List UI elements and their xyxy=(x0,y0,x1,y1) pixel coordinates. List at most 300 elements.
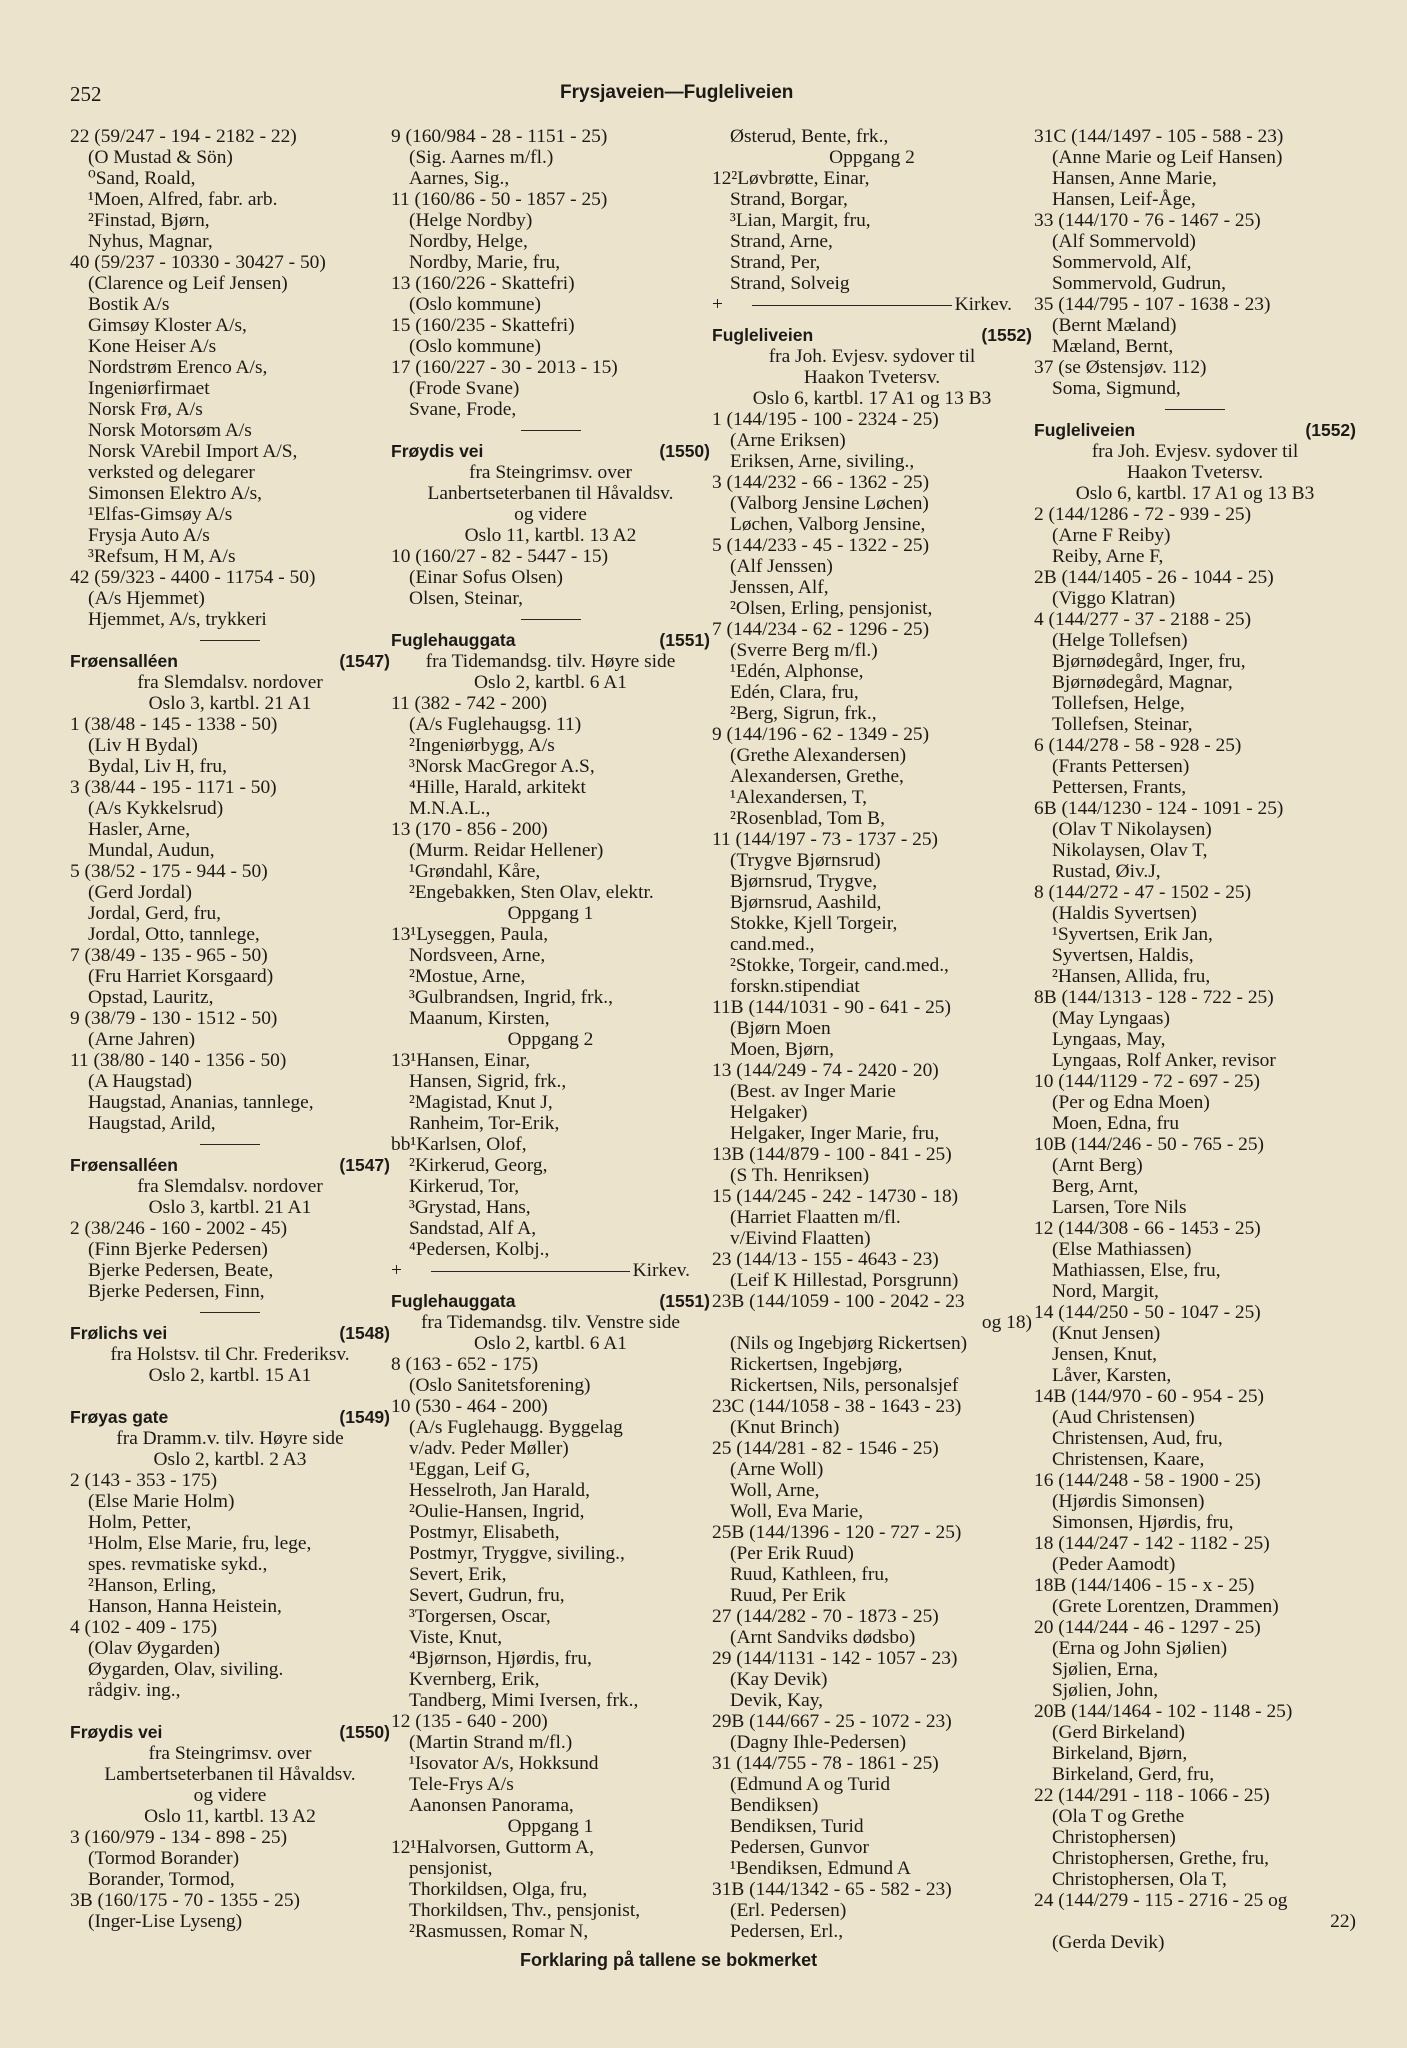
listing-line: Tollefsen, Helge, xyxy=(1052,693,1185,714)
listing-line: Sjølien, John, xyxy=(1052,1680,1159,1701)
divider xyxy=(431,1271,630,1272)
address-line: Oslo 6, kartbl. 17 A1 og 13 B3 xyxy=(752,388,992,409)
street-code: (1550) xyxy=(659,441,710,461)
listing-line: Haugstad, Ananias, tannlege, xyxy=(88,1092,314,1113)
address-line: 2 (144/1286 - 72 - 939 - 25) xyxy=(1034,504,1252,525)
listing-line: (Nils og Ingebjørg Rickertsen) xyxy=(730,1333,968,1354)
listing-line: Jordal, Gerd, fru, xyxy=(88,903,221,924)
listing-line: Woll, Arne, xyxy=(730,1480,820,1501)
listing-line: Birkeland, Bjørn, xyxy=(1052,1743,1188,1764)
address-line: 1 (144/195 - 100 - 2324 - 25) xyxy=(712,409,939,430)
address-line: 31C (144/1497 - 105 - 588 - 23) xyxy=(1034,126,1284,147)
address-line: 13¹Lyseggen, Paula, xyxy=(391,924,549,945)
address-line: Lanbertseterbanen til Håvaldsv. xyxy=(427,483,674,504)
street-heading xyxy=(70,1722,390,1743)
listing-line: Simonsen Elektro A/s, xyxy=(88,483,262,504)
street-code: (1547) xyxy=(339,1155,390,1175)
address-line: 12²Løvbrøtte, Einar, xyxy=(712,168,870,189)
address-line: Oslo 3, kartbl. 21 A1 xyxy=(148,1197,312,1218)
listing-line: Postmyr, Tryggve, siviling., xyxy=(409,1543,625,1564)
address-line: 7 (144/234 - 62 - 1296 - 25) xyxy=(712,619,930,640)
cross-street-label: Kirkev. xyxy=(954,294,1012,315)
listing-line: ⁴Pedersen, Kolbj., xyxy=(409,1239,550,1260)
street-heading xyxy=(70,1323,390,1344)
address-line: 3 (144/232 - 66 - 1362 - 25) xyxy=(712,472,930,493)
listing-line: Woll, Eva Marie, xyxy=(730,1501,864,1522)
listing-line: ¹Bendiksen, Edmund A xyxy=(730,1858,911,1879)
address-line: 8 (144/272 - 47 - 1502 - 25) xyxy=(1034,882,1252,903)
listing-line: Reiby, Arne F, xyxy=(1052,546,1164,567)
listing-line: Pedersen, Erl., xyxy=(730,1921,844,1942)
listing-line: (Arnt Sandviks dødsbo) xyxy=(730,1627,916,1648)
address-line: 23 (144/13 - 155 - 4643 - 23) xyxy=(712,1249,939,1270)
listing-line: pensjonist, xyxy=(409,1858,493,1879)
address-line: 31B (144/1342 - 65 - 582 - 23) xyxy=(712,1879,952,1900)
spacer xyxy=(70,1386,390,1407)
listing-line: Severt, Gudrun, fru, xyxy=(409,1585,565,1606)
column-3 xyxy=(712,126,1032,1942)
listing-line: (Ola T og Grethe xyxy=(1052,1806,1185,1827)
listing-line: Nordby, Helge, xyxy=(409,231,528,252)
listing-line: ¹Syvertsen, Erik Jan, xyxy=(1052,924,1213,945)
listing-line: Bydal, Liv H, fru, xyxy=(88,756,227,777)
listing-line: (Alf Sommervold) xyxy=(1052,231,1196,252)
street-name: Fuglehauggata xyxy=(391,1291,516,1311)
address-line: fra Slemdalsv. nordover xyxy=(137,1176,323,1197)
address-line: 4 (102 - 409 - 175) xyxy=(70,1617,218,1638)
listing-line: (Arne F Reiby) xyxy=(1052,525,1171,546)
listing-line: (Knut Jensen) xyxy=(1052,1323,1161,1344)
section-divider xyxy=(391,420,710,441)
street-name: Fugleliveien xyxy=(1034,420,1136,440)
street-code: (1550) xyxy=(339,1722,390,1742)
listing-line: (Best. av Inger Marie xyxy=(730,1081,896,1102)
listing-line: Aanonsen Panorama, xyxy=(409,1795,574,1816)
address-line: fra Tidemandsg. tilv. Venstre side xyxy=(420,1312,681,1333)
address-line: Oslo 2, kartbl. 15 A1 xyxy=(148,1365,312,1386)
address-line: 8B (144/1313 - 128 - 722 - 25) xyxy=(1034,987,1274,1008)
street-heading xyxy=(70,1155,390,1176)
listing-line: Hasler, Arne, xyxy=(88,819,191,840)
running-title: Frysjaveien—Fugleliveien xyxy=(560,82,794,103)
listing-line: verksted og delegarer xyxy=(88,462,255,483)
listing-line: Bjørnsrud, Aashild, xyxy=(730,892,882,913)
street-code: (1548) xyxy=(339,1323,390,1343)
listing-line: (Per og Edna Moen) xyxy=(1052,1092,1210,1113)
listing-line: Hesselroth, Jan Harald, xyxy=(409,1480,590,1501)
address-line: 11 (382 - 742 - 200) xyxy=(391,693,547,714)
listing-line: Nikolaysen, Olav T, xyxy=(1052,840,1208,861)
listing-line: rådgiv. ing., xyxy=(88,1680,181,1701)
address-line: 15 (144/245 - 242 - 14730 - 18) xyxy=(712,1186,959,1207)
listing-line: Moen, Bjørn, xyxy=(730,1039,834,1060)
address-line: 10B (144/246 - 50 - 765 - 25) xyxy=(1034,1134,1264,1155)
listing-line: (Finn Bjerke Pedersen) xyxy=(88,1239,268,1260)
listing-line: Thorkildsen, Thv., pensjonist, xyxy=(409,1900,641,1921)
listing-line: Sommervold, Alf, xyxy=(1052,252,1192,273)
address-line: 5 (38/52 - 175 - 944 - 50) xyxy=(70,861,268,882)
address-line: Oslo 2, kartbl. 2 A3 xyxy=(153,1449,307,1470)
listing-line: Moen, Edna, fru xyxy=(1052,1113,1180,1134)
address-line: 4 (144/277 - 37 - 2188 - 25) xyxy=(1034,609,1252,630)
address-line: 24 (144/279 - 115 - 2716 - 25 og xyxy=(1034,1890,1288,1911)
street-name: Frøydis vei xyxy=(391,441,484,461)
address-line: 33 (144/170 - 76 - 1467 - 25) xyxy=(1034,210,1261,231)
street-name: Fuglehauggata xyxy=(391,630,516,650)
address-line: Oslo 11, kartbl. 13 A2 xyxy=(464,525,637,546)
listing-line: Devik, Kay, xyxy=(730,1690,823,1711)
listing-line: Nord, Margit, xyxy=(1052,1281,1159,1302)
listing-line: Helgaker, Inger Marie, fru, xyxy=(730,1123,940,1144)
listing-line: (A/s Fuglehaugg. Byggelag xyxy=(409,1417,623,1438)
street-heading xyxy=(70,1407,390,1428)
listing-line: ²Mostue, Arne, xyxy=(409,966,526,987)
listing-line: ²Rosenblad, Tom B, xyxy=(730,808,885,829)
address-line: Oppgang 2 xyxy=(829,147,915,168)
listing-line: ²Olsen, Erling, pensjonist, xyxy=(730,598,933,619)
address-line: Oslo 3, kartbl. 21 A1 xyxy=(148,693,312,714)
listing-line: Birkeland, Gerd, fru, xyxy=(1052,1764,1215,1785)
divider xyxy=(752,305,952,306)
listing-line: ²Kirkerud, Georg, xyxy=(409,1155,548,1176)
listing-line: Kirkerud, Tor, xyxy=(409,1176,520,1197)
listing-line: (Hjørdis Simonsen) xyxy=(1052,1491,1205,1512)
listing-line: Tollefsen, Steinar, xyxy=(1052,714,1193,735)
address-line: 9 (160/984 - 28 - 1151 - 25) xyxy=(391,126,608,147)
street-heading xyxy=(391,441,710,462)
street-name: Frølichs vei xyxy=(70,1323,168,1343)
listing-line: Christensen, Aud, fru, xyxy=(1052,1428,1223,1449)
listing-line: Postmyr, Elisabeth, xyxy=(409,1522,560,1543)
listing-line: (Gerd Birkeland) xyxy=(1052,1722,1185,1743)
footer-note: Forklaring på tallene se bokmerket xyxy=(520,1950,818,1970)
address-line: 31 (144/755 - 78 - 1861 - 25) xyxy=(712,1753,939,1774)
listing-line: Simonsen, Hjørdis, fru, xyxy=(1052,1512,1234,1533)
listing-line: spes. revmatiske sykd., xyxy=(88,1554,268,1575)
address-line: 13B (144/879 - 100 - 841 - 25) xyxy=(712,1144,952,1165)
street-heading xyxy=(391,630,710,651)
listing-line: (Anne Marie og Leif Hansen) xyxy=(1052,147,1283,168)
listing-line: (Helge Nordby) xyxy=(409,210,533,231)
listing-line: Stokke, Kjell Torgeir, xyxy=(730,913,898,934)
listing-line: (Martin Strand m/fl.) xyxy=(409,1732,573,1753)
section-divider xyxy=(70,1134,390,1155)
listing-line: Tandberg, Mimi Iversen, frk., xyxy=(409,1690,639,1711)
listing-line: Christophersen, Ola T, xyxy=(1052,1869,1227,1890)
listing-line: Nordstrøm Erenco A/s, xyxy=(88,357,268,378)
address-line: 12¹Halvorsen, Guttorm A, xyxy=(391,1837,594,1858)
listing-line: ²Finstad, Bjørn, xyxy=(88,210,210,231)
listing-line: ¹Alexandersen, T, xyxy=(730,787,868,808)
listing-line: (Leif K Hillestad, Porsgrunn) xyxy=(730,1270,959,1291)
address-line: 12 (144/308 - 66 - 1453 - 25) xyxy=(1034,1218,1261,1239)
listing-line: (Kay Devik) xyxy=(730,1669,828,1690)
listing-line: (Erl. Pedersen) xyxy=(730,1900,847,1921)
listing-line: (Grete Lorentzen, Drammen) xyxy=(1052,1596,1279,1617)
listing-line: (Oslo kommune) xyxy=(409,336,541,357)
listing-line: Mæland, Bernt, xyxy=(1052,336,1174,357)
listing-line: Ruud, Kathleen, fru, xyxy=(730,1564,889,1585)
listing-line: (A/s Fuglehaugsg. 11) xyxy=(409,714,582,735)
cross-street-marker xyxy=(391,1260,710,1281)
listing-line: Bendiksen) xyxy=(730,1795,819,1816)
column-1 xyxy=(70,126,390,1932)
address-line: 13¹Hansen, Einar, xyxy=(391,1050,531,1071)
page-number: 252 xyxy=(70,82,102,106)
address-line: 37 (se Østensjøv. 112) xyxy=(1034,357,1207,378)
listing-line: Tele-Frys A/s xyxy=(409,1774,514,1795)
address-line: 11 (144/197 - 73 - 1737 - 25) xyxy=(712,829,939,850)
address-line: 13 (170 - 856 - 200) xyxy=(391,819,548,840)
listing-line: Alexandersen, Grethe, xyxy=(730,766,904,787)
listing-line: Bjørnsrud, Trygve, xyxy=(730,871,878,892)
listing-line: Sommervold, Gudrun, xyxy=(1052,273,1226,294)
listing-line: Bostik A/s xyxy=(88,294,170,315)
listing-line: (S Th. Henriksen) xyxy=(730,1165,870,1186)
listing-line: Mundal, Audun, xyxy=(88,840,215,861)
section-divider xyxy=(70,630,390,651)
listing-line: ⁴Hille, Harald, arkitekt xyxy=(409,777,586,798)
listing-line: Norsk Frø, A/s xyxy=(88,399,203,420)
listing-line: (Gerd Jordal) xyxy=(88,882,192,903)
address-line: og videre xyxy=(193,1785,267,1806)
listing-line: Hanson, Hanna Heistein, xyxy=(88,1596,282,1617)
street-code: (1547) xyxy=(339,651,390,671)
listing-line: (Valborg Jensine Løchen) xyxy=(730,493,929,514)
listing-line: Berg, Arnt, xyxy=(1052,1176,1139,1197)
listing-line: (Arne Woll) xyxy=(730,1459,824,1480)
listing-line: ²Hanson, Erling, xyxy=(88,1575,217,1596)
section-divider xyxy=(70,1302,390,1323)
address-line: Haakon Tvetersv. xyxy=(1126,462,1264,483)
street-heading xyxy=(1034,420,1356,441)
listing-line: ¹Eggan, Leif G, xyxy=(409,1459,531,1480)
address-line: 29B (144/667 - 25 - 1072 - 23) xyxy=(712,1711,952,1732)
listing-line: Lyngaas, Rolf Anker, revisor xyxy=(1052,1050,1276,1071)
cross-street-label: Kirkev. xyxy=(632,1260,690,1281)
listing-line: Pettersen, Frants, xyxy=(1052,777,1187,798)
address-line: 20B (144/1464 - 102 - 1148 - 25) xyxy=(1034,1701,1293,1722)
address-line: 3 (160/979 - 134 - 898 - 25) xyxy=(70,1827,288,1848)
listing-line: (Bernt Mæland) xyxy=(1052,315,1177,336)
listing-line: (Per Erik Ruud) xyxy=(730,1543,854,1564)
address-line: 10 (144/1129 - 72 - 697 - 25) xyxy=(1034,1071,1261,1092)
street-name: Frøensalléen xyxy=(70,1155,178,1175)
address-line: 13 (160/226 - Skattefri) xyxy=(391,273,575,294)
address-line: fra Steingrimsv. over xyxy=(469,462,632,483)
address-line: fra Joh. Evjesv. sydover til xyxy=(1091,441,1299,462)
address-line: fra Tidemandsg. tilv. Høyre side xyxy=(425,651,676,672)
address-line: 5 (144/233 - 45 - 1322 - 25) xyxy=(712,535,930,556)
listing-line: (Aud Christensen) xyxy=(1052,1407,1195,1428)
address-line: fra Slemdalsv. nordover xyxy=(137,672,323,693)
listing-line: (Helge Tollefsen) xyxy=(1052,630,1188,651)
address-line: 1 (38/48 - 145 - 1338 - 50) xyxy=(70,714,278,735)
listing-line: (Oslo kommune) xyxy=(409,294,541,315)
address-line: 17 (160/227 - 30 - 2013 - 15) xyxy=(391,357,618,378)
listing-line: (Harriet Flaatten m/fl. xyxy=(730,1207,901,1228)
listing-line: Rickertsen, Ingebjørg, xyxy=(730,1354,903,1375)
street-code: (1551) xyxy=(659,630,710,650)
address-line: Haakon Tvetersv. xyxy=(803,367,941,388)
listing-line: Norsk VArebil Import A/S, xyxy=(88,441,298,462)
listing-line: (May Lyngaas) xyxy=(1052,1008,1170,1029)
listing-line: ³Refsum, H M, A/s xyxy=(88,546,236,567)
listing-line: ¹Grøndahl, Kåre, xyxy=(409,861,541,882)
address-line: fra Dramm.v. tilv. Høyre side xyxy=(116,1428,344,1449)
listing-line: (Alf Jenssen) xyxy=(730,556,833,577)
listing-line: Viste, Knut, xyxy=(409,1627,503,1648)
address-line: 10 (160/27 - 82 - 5447 - 15) xyxy=(391,546,609,567)
street-code: (1552) xyxy=(1305,420,1356,440)
listing-line: Maanum, Kirsten, xyxy=(409,1008,550,1029)
address-line: 18B (144/1406 - 15 - x - 25) xyxy=(1034,1575,1255,1596)
listing-line: Låver, Karsten, xyxy=(1052,1365,1172,1386)
address-line: 10 (530 - 464 - 200) xyxy=(391,1396,548,1417)
address-line: Oslo 2, kartbl. 6 A1 xyxy=(474,1333,627,1354)
listing-line: ³Norsk MacGregor A.S, xyxy=(409,756,595,777)
listing-line: ²Ingeniørbygg, A/s xyxy=(409,735,555,756)
listing-line: (Olav T Nikolaysen) xyxy=(1052,819,1212,840)
listing-line: (Oslo Sanitetsforening) xyxy=(409,1375,591,1396)
listing-line: Christophersen, Grethe, fru, xyxy=(1052,1848,1270,1869)
column-4 xyxy=(1034,126,1356,1953)
listing-line: Strand, Borgar, xyxy=(730,189,848,210)
address-line: bb¹Karlsen, Olof, xyxy=(391,1134,527,1155)
address-line: 9 (38/79 - 130 - 1512 - 50) xyxy=(70,1008,278,1029)
listing-line: (Haldis Syvertsen) xyxy=(1052,903,1197,924)
listing-line: (Bjørn Moen xyxy=(730,1018,831,1039)
listing-line: (Viggo Klatran) xyxy=(1052,588,1176,609)
listing-line: ²Oulie-Hansen, Ingrid, xyxy=(409,1501,585,1522)
address-line: 11 (38/80 - 140 - 1356 - 50) xyxy=(70,1050,287,1071)
listing-line: (Sig. Aarnes m/fl.) xyxy=(409,147,554,168)
address-line: 18 (144/247 - 142 - 1182 - 25) xyxy=(1034,1533,1270,1554)
address-line: 6 (144/278 - 58 - 928 - 25) xyxy=(1034,735,1242,756)
listing-line: Frysja Auto A/s xyxy=(88,525,210,546)
address-line: 35 (144/795 - 107 - 1638 - 23) xyxy=(1034,294,1271,315)
listing-line: (Einar Sofus Olsen) xyxy=(409,567,564,588)
listing-line: Rustad, Øiv.J, xyxy=(1052,861,1161,882)
address-line: 29 (144/1131 - 142 - 1057 - 23) xyxy=(712,1648,958,1669)
listing-line: (Inger-Lise Lyseng) xyxy=(88,1911,243,1932)
listing-line: Hansen, Anne Marie, xyxy=(1052,168,1217,189)
listing-line: (A/s Hjemmet) xyxy=(88,588,205,609)
listing-line: ¹Holm, Else Marie, fru, lege, xyxy=(88,1533,312,1554)
address-line: Oslo 6, kartbl. 17 A1 og 13 B3 xyxy=(1075,483,1315,504)
address-line: 3 (38/44 - 195 - 1171 - 50) xyxy=(70,777,277,798)
listing-line: (Else Mathiassen) xyxy=(1052,1239,1192,1260)
address-line: 22 (59/247 - 194 - 2182 - 22) xyxy=(70,126,297,147)
street-heading xyxy=(712,325,1032,346)
listing-line: ³Gulbrandsen, Ingrid, frk., xyxy=(409,987,613,1008)
address-line: 9 (144/196 - 62 - 1349 - 25) xyxy=(712,724,930,745)
listing-line: Nyhus, Magnar, xyxy=(88,231,213,252)
listing-line: Holm, Petter, xyxy=(88,1512,192,1533)
address-line: 16 (144/248 - 58 - 1900 - 25) xyxy=(1034,1470,1261,1491)
listing-line: Østerud, Bente, frk., xyxy=(730,126,889,147)
listing-line: Lyngaas, May, xyxy=(1052,1029,1166,1050)
address-line: 13 (144/249 - 74 - 2420 - 20) xyxy=(712,1060,939,1081)
listing-line: ²Berg, Sigrun, frk., xyxy=(730,703,877,724)
listing-line: Pedersen, Gunvor xyxy=(730,1837,869,1858)
address-line: 8 (163 - 652 - 175) xyxy=(391,1354,539,1375)
section-divider xyxy=(1034,399,1356,420)
listing-line: Jensen, Knut, xyxy=(1052,1344,1158,1365)
listing-line: (Gerda Devik) xyxy=(1052,1932,1165,1953)
listing-line: ⁰Sand, Roald, xyxy=(88,168,196,189)
listing-line: Syvertsen, Haldis, xyxy=(1052,945,1194,966)
listing-line: M.N.A.L., xyxy=(409,798,491,819)
address-line: fra Joh. Evjesv. sydover til xyxy=(768,346,976,367)
listing-line: Bjørnødegård, Inger, fru, xyxy=(1052,651,1246,672)
listing-line: (Grethe Alexandersen) xyxy=(730,745,907,766)
listing-line: Strand, Arne, xyxy=(730,231,833,252)
listing-line: Haugstad, Arild, xyxy=(88,1113,216,1134)
listing-line: v/Eivind Flaatten) xyxy=(730,1228,871,1249)
listing-line: ²Magistad, Knut J, xyxy=(409,1092,553,1113)
listing-line: ²Stokke, Torgeir, cand.med., xyxy=(730,955,949,976)
address-line: og 18) xyxy=(981,1312,1032,1333)
listing-line: forskn.stipendiat xyxy=(730,976,860,997)
address-line: 2 (38/246 - 160 - 2002 - 45) xyxy=(70,1218,288,1239)
listing-line: Christensen, Kaare, xyxy=(1052,1449,1205,1470)
listing-line: Jenssen, Alf, xyxy=(730,577,829,598)
address-line: 22) xyxy=(1330,1911,1356,1932)
street-name: Frøydis vei xyxy=(70,1722,163,1742)
listing-line: ²Hansen, Allida, fru, xyxy=(1052,966,1211,987)
address-line: 23B (144/1059 - 100 - 2042 - 23 xyxy=(712,1291,965,1312)
listing-line: Ranheim, Tor-Erik, xyxy=(409,1113,560,1134)
listing-line: ²Rasmussen, Romar N, xyxy=(409,1921,589,1942)
listing-line: Bjørnødegård, Magnar, xyxy=(1052,672,1233,693)
listing-line: (A Haugstad) xyxy=(88,1071,192,1092)
address-line: 14 (144/250 - 50 - 1047 - 25) xyxy=(1034,1302,1261,1323)
street-heading xyxy=(70,651,390,672)
listing-line: (Arne Jahren) xyxy=(88,1029,196,1050)
spacer xyxy=(70,1701,390,1722)
address-line: Oppgang 1 xyxy=(507,1816,594,1837)
listing-line: ¹Elfas-Gimsøy A/s xyxy=(88,504,233,525)
listing-line: Olsen, Steinar, xyxy=(409,588,523,609)
listing-line: (Trygve Bjørnsrud) xyxy=(730,850,881,871)
plus-icon: + xyxy=(391,1260,402,1281)
listing-line: Severt, Erik, xyxy=(409,1564,507,1585)
listing-line: ³Torgersen, Oscar, xyxy=(409,1606,551,1627)
listing-line: Larsen, Tore Nils xyxy=(1052,1197,1187,1218)
listing-line: Thorkildsen, Olga, fru, xyxy=(409,1879,588,1900)
address-line: 20 (144/244 - 46 - 1297 - 25) xyxy=(1034,1617,1261,1638)
listing-line: Hansen, Sigrid, frk., xyxy=(409,1071,567,1092)
listing-line: Hansen, Leif-Åge, xyxy=(1052,189,1196,210)
listing-line: Bjerke Pedersen, Finn, xyxy=(88,1281,265,1302)
column-2 xyxy=(391,126,710,1942)
listing-line: (A/s Kykkelsrud) xyxy=(88,798,224,819)
listing-line: ³Grystad, Hans, xyxy=(409,1197,531,1218)
street-heading xyxy=(391,1291,710,1312)
listing-line: (Erna og John Sjølien) xyxy=(1052,1638,1228,1659)
address-line: Oppgang 1 xyxy=(507,903,594,924)
listing-line: (Olav Øygarden) xyxy=(88,1638,220,1659)
spacer xyxy=(712,315,1032,325)
listing-line: Christophersen) xyxy=(1052,1827,1176,1848)
listing-line: (Murm. Reidar Hellener) xyxy=(409,840,604,861)
listing-line: Strand, Solveig xyxy=(730,273,850,294)
listing-line: ⁴Bjørnson, Hjørdis, fru, xyxy=(409,1648,592,1669)
address-line: 27 (144/282 - 70 - 1873 - 25) xyxy=(712,1606,939,1627)
listing-line: Helgaker) xyxy=(730,1102,808,1123)
listing-line: Løchen, Valborg Jensine, xyxy=(730,514,926,535)
